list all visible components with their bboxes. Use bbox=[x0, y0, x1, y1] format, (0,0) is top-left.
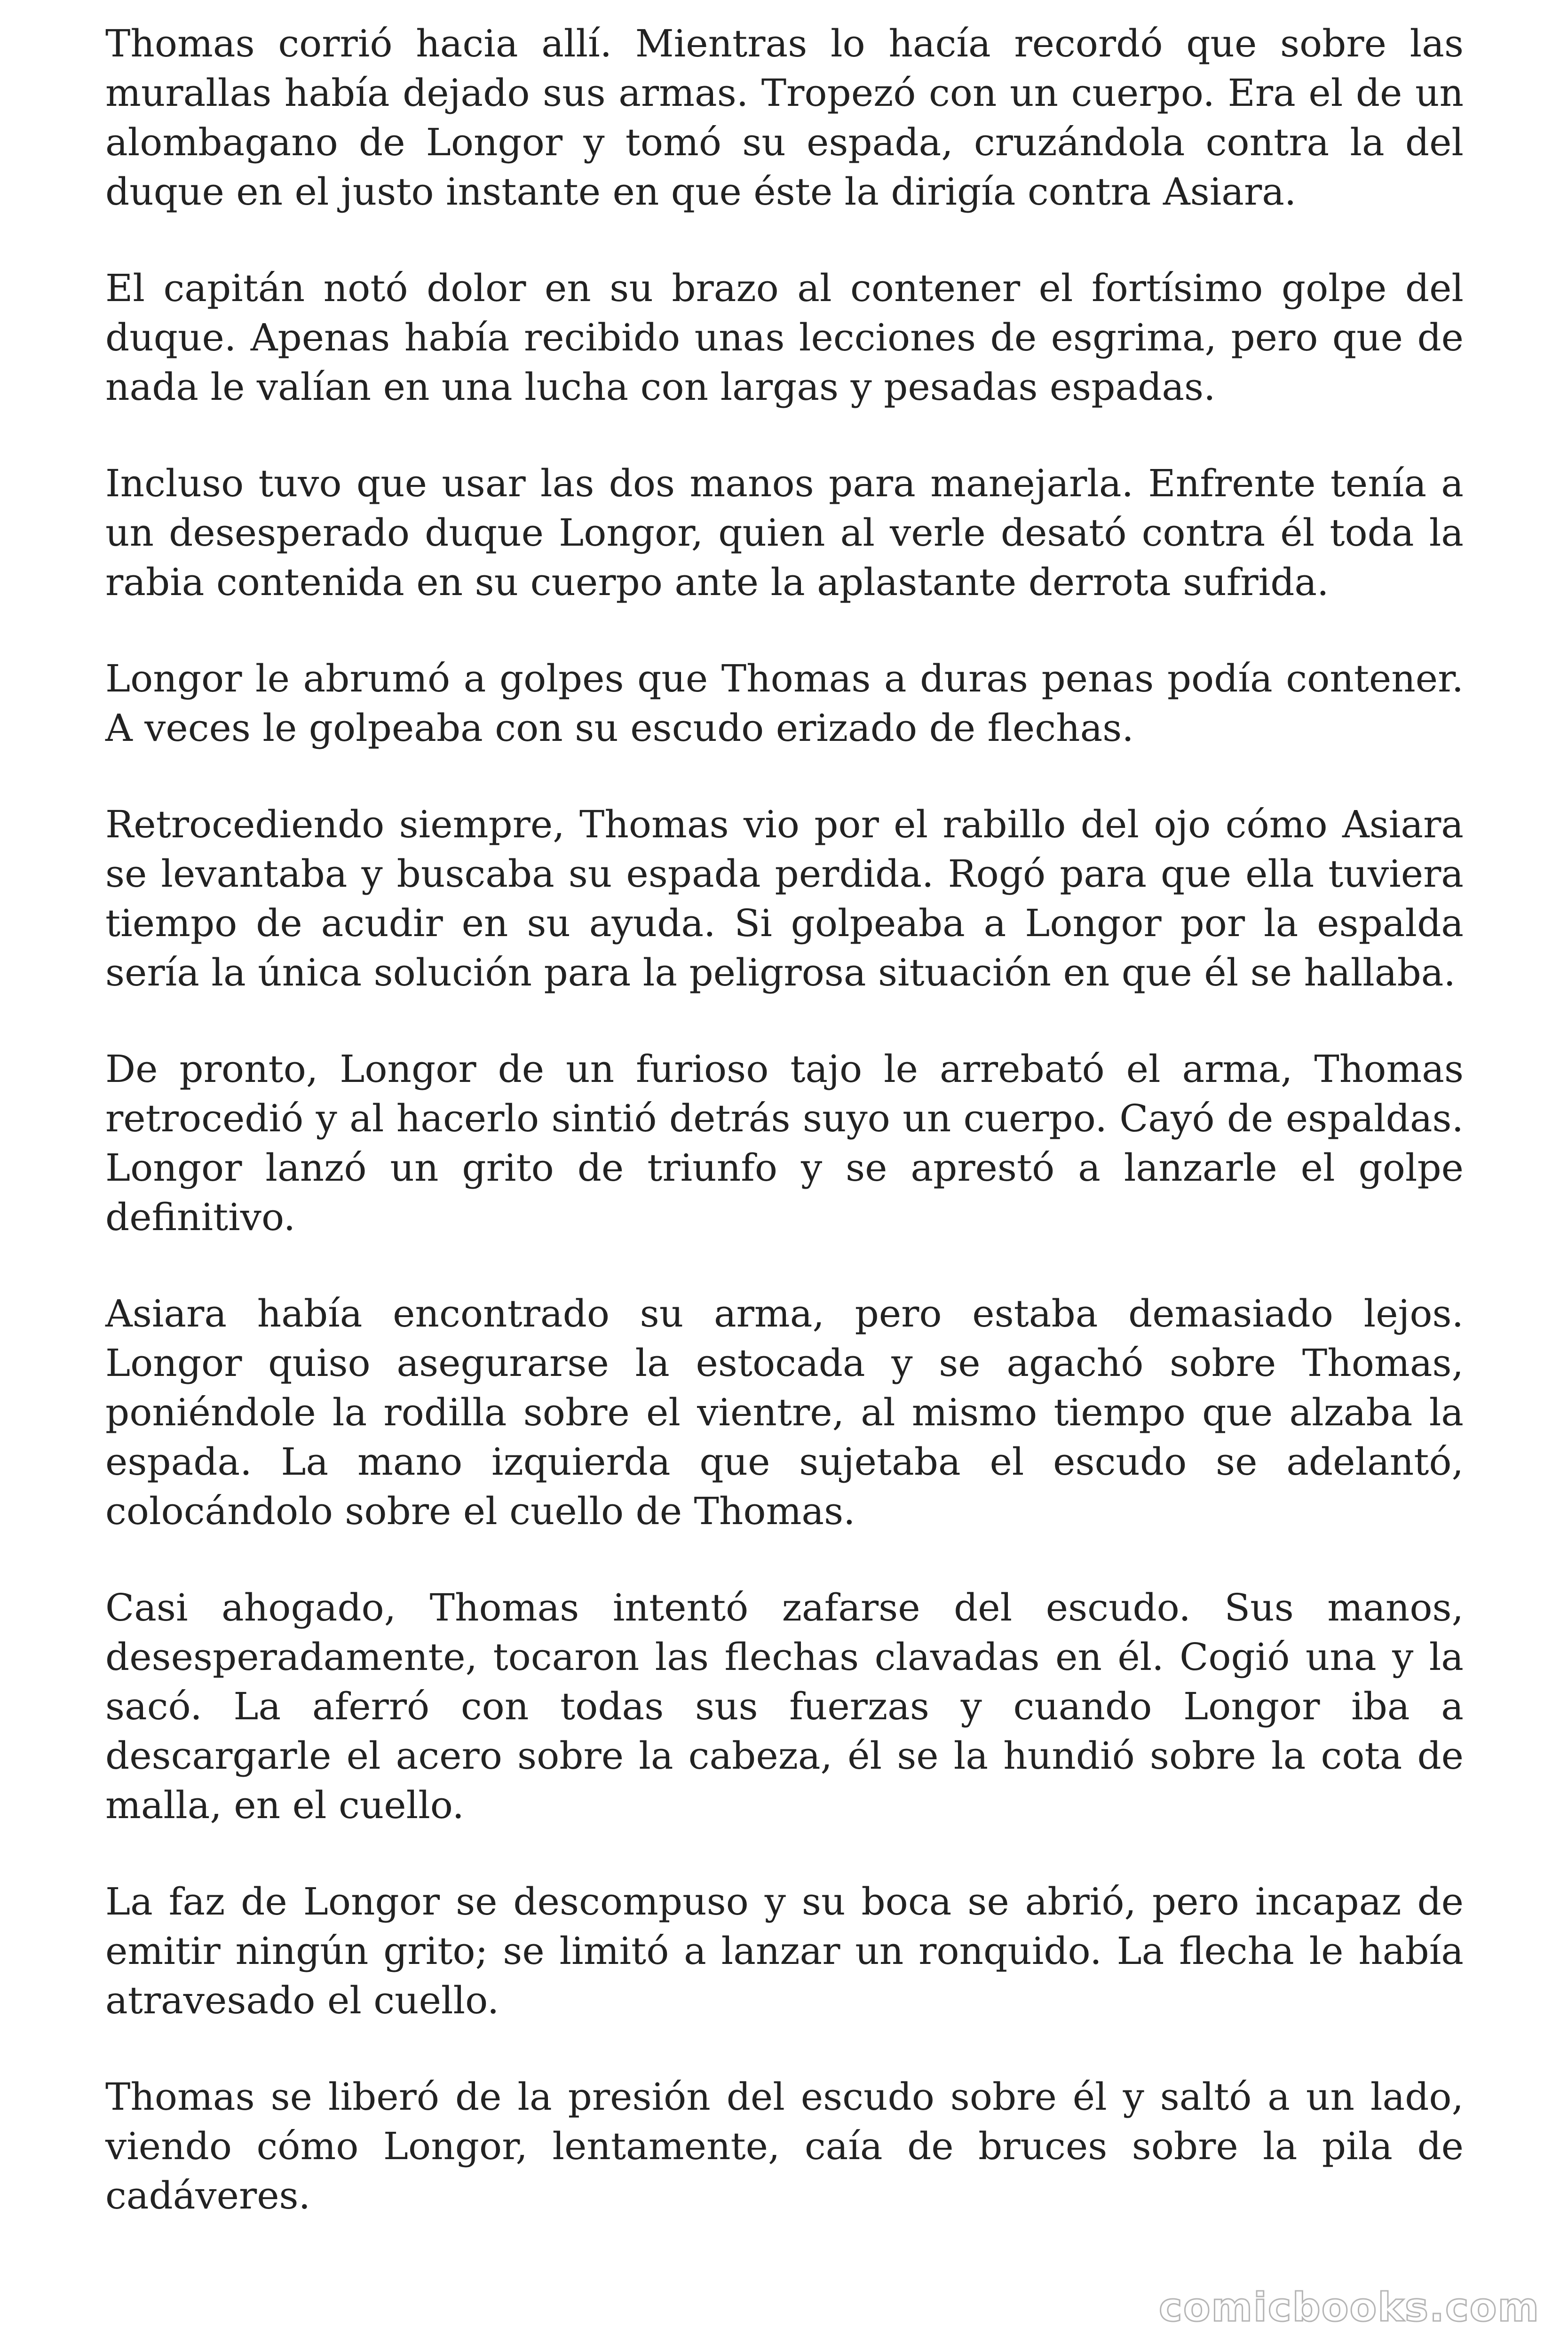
paragraph-4: Longor le abrumó a golpes que Thomas a duras penas podía contener. A veces le golpeaba con su escudo erizado de flechas. bbox=[105, 657, 1464, 750]
paragraph-7: Asiara había encontrado su arma, pero estaba demasiado lejos. Longor quiso asegurarse la estocada y se agachó sobre Thomas, poniéndole la rodilla sobre el vientre, al mismo tiempo que alzaba la espada. La mano izquierda que sujetaba el escudo se adelantó, colocándolo sobre el cuello de Thomas. bbox=[105, 1292, 1464, 1533]
paragraph-6: De pronto, Longor de un furioso tajo le arrebató el arma, Thomas retrocedió y al hacerlo sintió detrás suyo un cuerpo. Cayó de espaldas. Longor lanzó un grito de triunfo y se aprestó a lanzarle el golpe definitivo. bbox=[105, 1047, 1464, 1239]
paragraph-10: Thomas se liberó de la presión del escudo sobre él y saltó a un lado, viendo cómo Longor, lentamente, caía de bruces sobre la pila de cadáveres. bbox=[105, 2075, 1464, 2217]
paragraph-3: Incluso tuvo que usar las dos manos para manejarla. Enfrente tenía a un desesperado duque Longor, quien al verle desató contra él toda la rabia contenida en su cuerpo ante la aplastante derrota sufrida. bbox=[105, 461, 1464, 604]
paragraph-5: Retrocediendo siempre, Thomas vio por el rabillo del ojo cómo Asiara se levantaba y buscaba su espada perdida. Rogó para que ella tuviera tiempo de acudir en su ayuda. Si golpeaba a Longor por la espalda sería la única solución para la peligrosa situación en que él se hallaba. bbox=[105, 803, 1464, 994]
paragraph-2: El capitán notó dolor en su brazo al contener el fortísimo golpe del duque. Apenas había recibido unas lecciones de esgrima, pero que de nada le valían en una lucha con largas y pesadas espadas. bbox=[105, 266, 1464, 409]
watermark-logo: comicbooks.com bbox=[1159, 2284, 1540, 2330]
paragraph-8: Casi ahogado, Thomas intentó zafarse del escudo. Sus manos, desesperadamente, tocaron las flechas clavadas en él. Cogió una y la sacó. La aferró con todas sus fuerzas y cuando Longor iba a descargarle el acero sobre la cabeza, él se la hundió sobre la cota de malla, en el cuello. bbox=[105, 1586, 1464, 1827]
paragraph-9: La faz de Longor se descompuso y su boca se abrió, pero incapaz de emitir ningún grito; se limitó a lanzar un ronquido. La flecha le había atravesado el cuello. bbox=[105, 1880, 1464, 2022]
paragraph-1: Thomas corrió hacia allí. Mientras lo hacía recordó que sobre las murallas había dejado sus armas. Tropezó con un cuerpo. Era el de un alombagano de Longor y tomó su espada, cruzándola contra la del duque en el justo instante en que éste la dirigía contra Asiara. bbox=[105, 22, 1464, 214]
book-page bbox=[105, 19, 1464, 2267]
